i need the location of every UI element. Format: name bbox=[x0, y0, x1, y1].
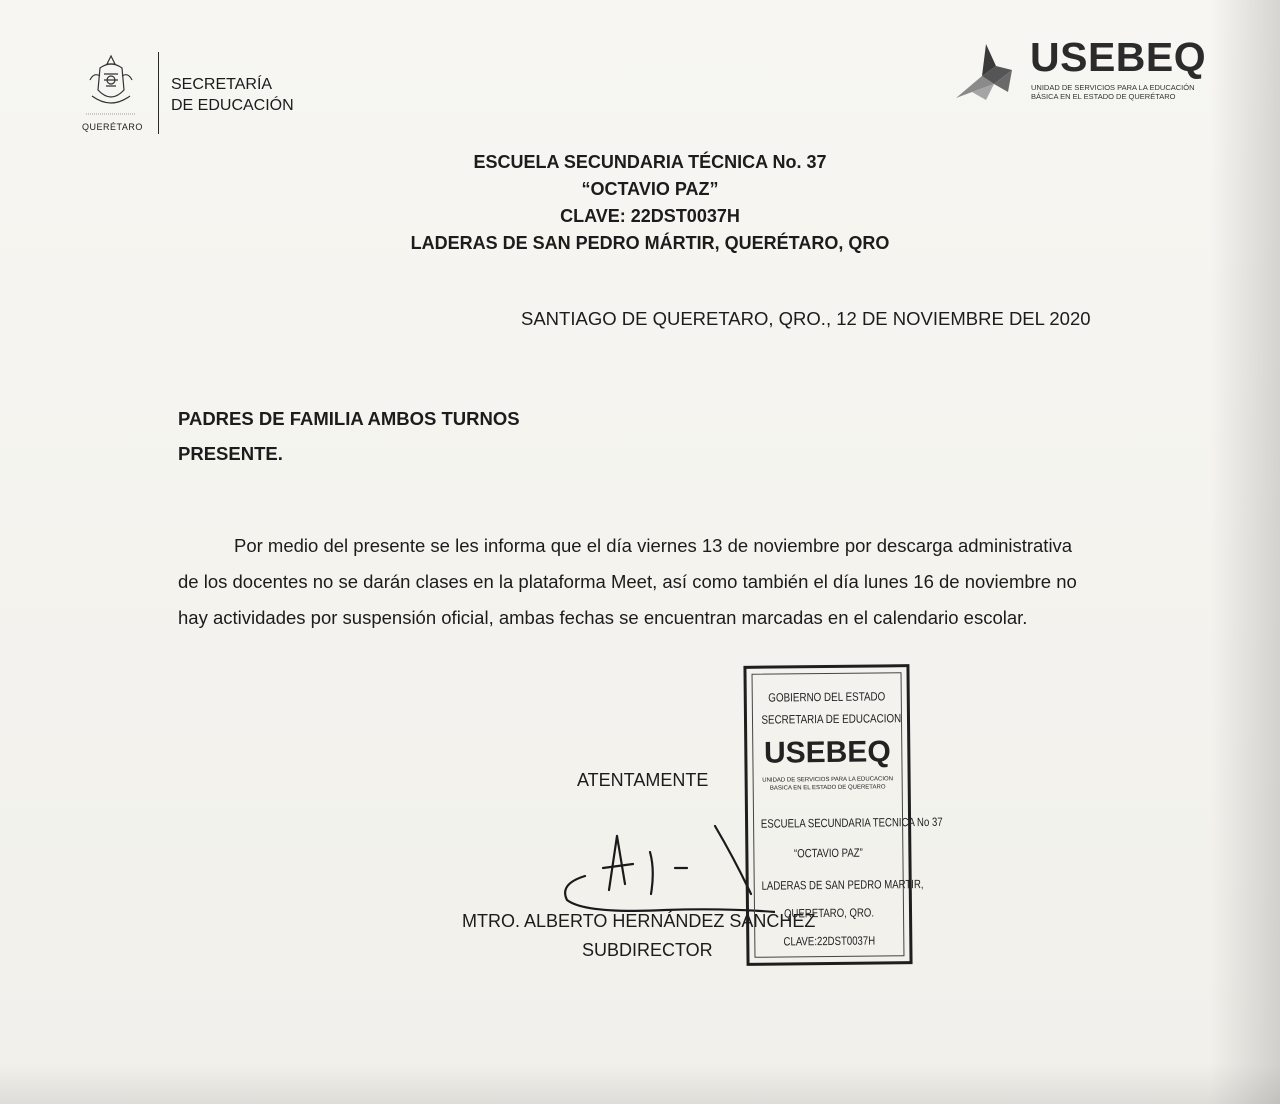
stamp-school: ESCUELA SECUNDARIA TECNICA No 37 bbox=[760, 814, 943, 831]
school-block bbox=[300, 149, 1000, 257]
school-clave: CLAVE: 22DST0037H bbox=[560, 206, 740, 226]
body-paragraph: Por medio del presente se les informa que el día viernes 13 de noviembre por descarga administrativa de los docentes no se darán clases en la plataforma Meet, así como también el día lunes 16 de noviembre no hay actividades por suspensión oficial, ambas fechas se encuentran marcadas en el calendario escolar. bbox=[178, 535, 1077, 628]
stamp-subtitle bbox=[748, 775, 908, 793]
usebeq-logo bbox=[952, 36, 1212, 106]
signer-name: MTRO. ALBERTO HERNÁNDEZ SÁNCHEZ bbox=[462, 911, 816, 931]
secretaria-line-1: SECRETARÍA bbox=[171, 76, 273, 93]
queretaro-emblem-icon bbox=[80, 50, 142, 120]
date-line: SANTIAGO DE QUERETARO, QRO., 12 DE NOVIEMBRE DEL 2020 bbox=[521, 308, 1091, 329]
stamp-line-1: GOBIERNO DEL ESTADO bbox=[768, 689, 886, 705]
secretaria-name bbox=[171, 74, 294, 116]
stamp-address-1: LADERAS DE SAN PEDRO MARTIR, bbox=[761, 877, 924, 893]
addressee bbox=[178, 401, 520, 471]
header-divider bbox=[158, 52, 159, 134]
school-address: LADERAS DE SAN PEDRO MÁRTIR, QUERÉTARO, QRO bbox=[410, 233, 890, 253]
page-edge-shadow bbox=[1210, 0, 1280, 1104]
page-bottom-shadow bbox=[0, 1064, 1280, 1104]
stamp-subtitle-line-1: UNIDAD DE SERVICIOS PARA LA EDUCACION bbox=[762, 776, 894, 784]
stamp-address-2: QUERETARO, QRO. bbox=[783, 905, 875, 921]
school-name: ESCUELA SECUNDARIA TÉCNICA No. 37 bbox=[473, 152, 827, 172]
official-stamp bbox=[743, 664, 943, 966]
signer-position: SUBDIRECTOR bbox=[582, 940, 713, 960]
handwritten-signature bbox=[555, 820, 775, 920]
letter-body bbox=[178, 528, 1083, 636]
closing: ATENTAMENTE bbox=[577, 770, 709, 790]
usebeq-subtitle-line-2: BÁSICA EN EL ESTADO DE QUERÉTARO bbox=[1031, 92, 1176, 101]
secretaria-line-2: DE EDUCACIÓN bbox=[171, 97, 294, 114]
usebeq-subtitle bbox=[1031, 83, 1195, 101]
greeting: PRESENTE. bbox=[178, 443, 283, 464]
stamp-line-2: SECRETARIA DE EDUCACION bbox=[761, 711, 902, 727]
stamp-brand: USEBEQ bbox=[763, 735, 891, 770]
usebeq-name: USEBEQ bbox=[1030, 34, 1207, 80]
stamp-subtitle-line-2: BASICA EN EL ESTADO DE QUERETARO bbox=[769, 784, 886, 792]
usebeq-subtitle-line-1: UNIDAD DE SERVICIOS PARA LA EDUCACIÓN bbox=[1031, 83, 1195, 92]
usebeq-mark-icon bbox=[952, 40, 1026, 102]
emblem-caption: QUERÉTARO bbox=[82, 122, 143, 132]
stamp-school-name: “OCTAVIO PAZ” bbox=[793, 845, 863, 861]
recipient: PADRES DE FAMILIA AMBOS TURNOS bbox=[178, 408, 520, 429]
stamp-clave: CLAVE:22DST0037H bbox=[783, 933, 876, 949]
school-nickname: “OCTAVIO PAZ” bbox=[581, 179, 719, 199]
